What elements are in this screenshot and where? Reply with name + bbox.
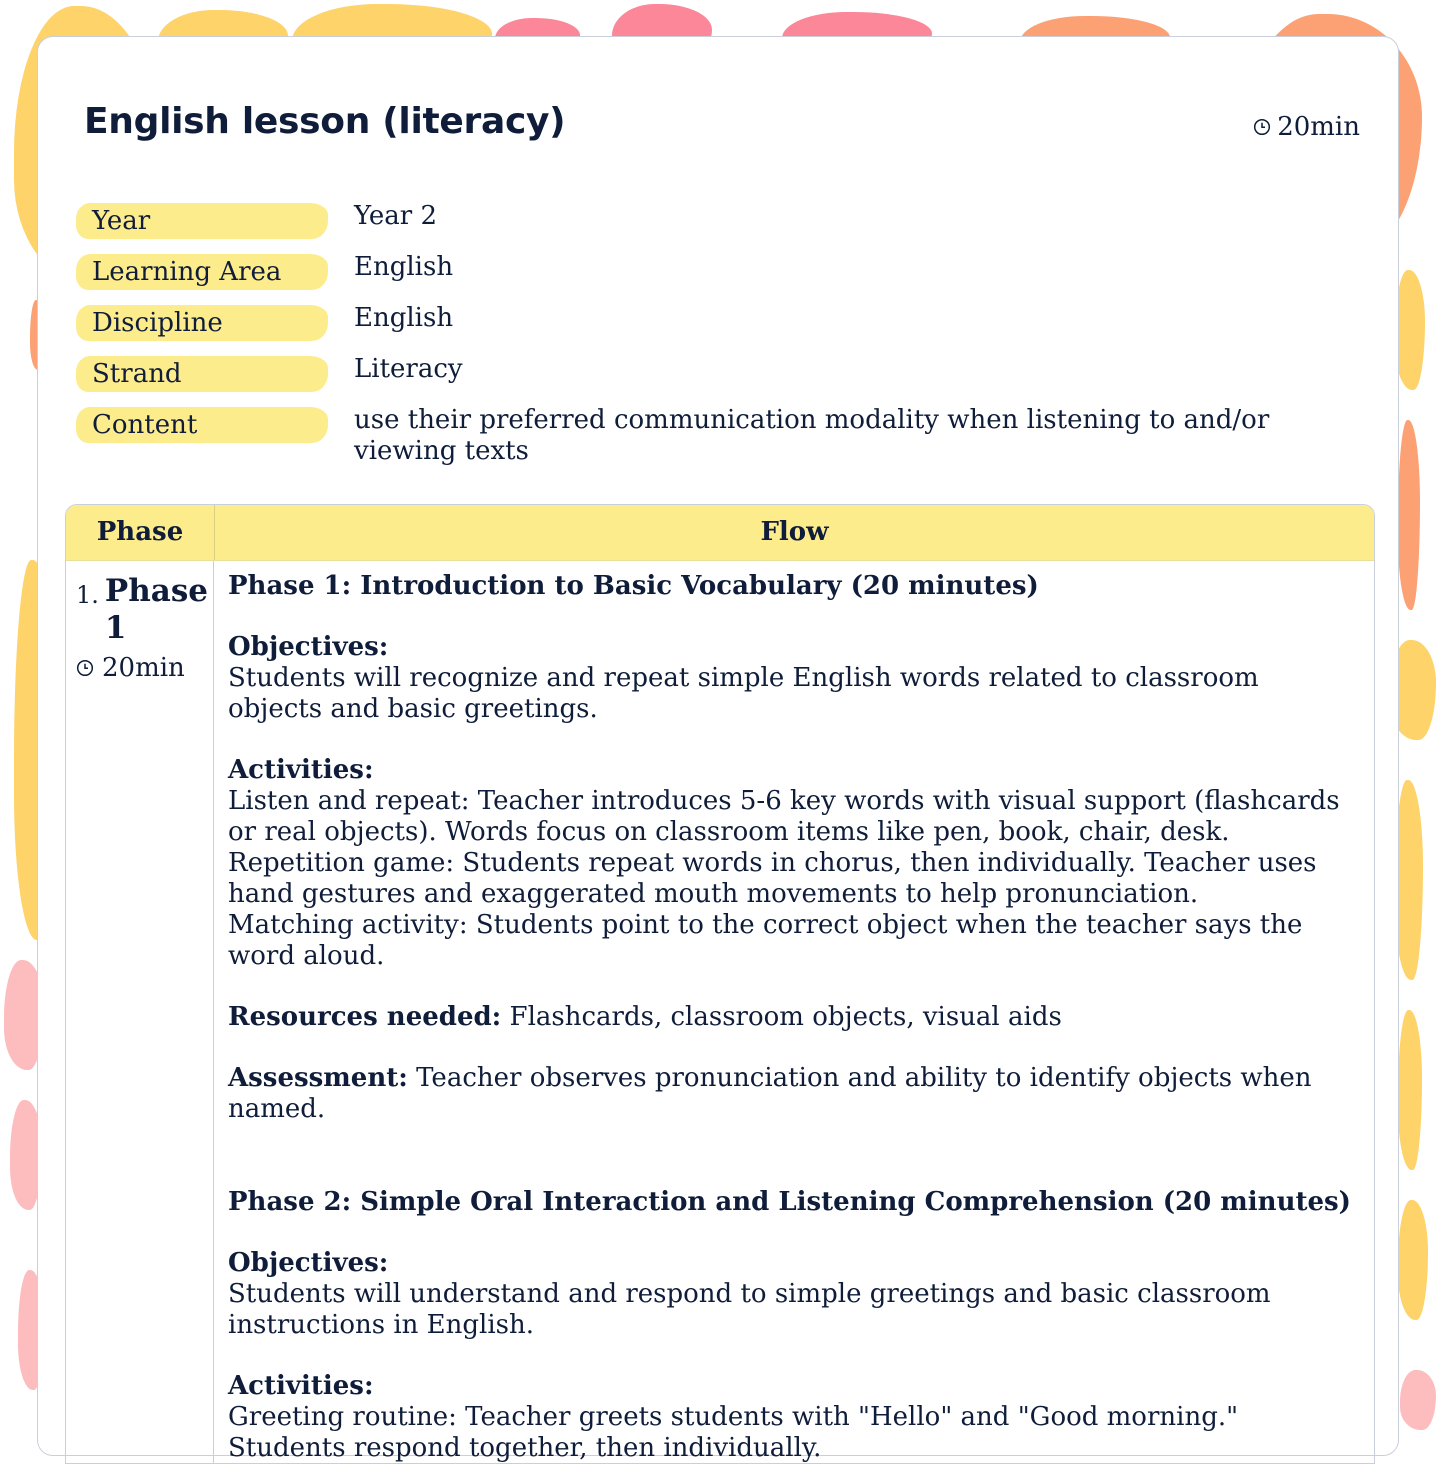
meta-row-learning-area bbox=[76, 252, 1366, 290]
meta-value: Year 2 bbox=[354, 201, 438, 231]
flow-cell bbox=[214, 561, 1374, 1464]
activity-text: Repetition game: Students repeat words in chorus, then individually. Teacher uses hand gestures and exaggerated mouth movements to help pronunciation. bbox=[228, 848, 1317, 909]
activity-text: Listen and repeat: Teacher introduces 5-6 key words with visual support (flashcards or real objects). Words focus on classroom items like pen, book, chair, desk. bbox=[228, 786, 1340, 847]
lesson-card bbox=[37, 36, 1399, 1463]
phase-2-heading: Phase 2: Simple Oral Interaction and Listening Comprehension (20 minutes) bbox=[228, 1187, 1351, 1217]
clock-icon bbox=[76, 659, 94, 677]
meta-value: English bbox=[354, 252, 454, 282]
meta-row-year bbox=[76, 201, 1366, 239]
resources-label: Resources needed: bbox=[228, 1002, 502, 1032]
meta-value: use their preferred communication modality when listening to and/or viewing texts bbox=[354, 405, 1270, 466]
meta-value: Literacy bbox=[354, 354, 463, 384]
column-header-phase: Phase bbox=[66, 505, 215, 560]
table-row bbox=[66, 561, 1374, 1464]
objectives-text: Students will understand and respond to simple greetings and basic classroom instructions in English. bbox=[228, 1279, 1271, 1340]
assessment-label: Assessment: bbox=[228, 1063, 408, 1093]
meta-label: Learning Area bbox=[76, 254, 328, 290]
activities-label: Activities: bbox=[228, 755, 374, 785]
meta-value: English bbox=[354, 303, 454, 333]
lesson-metadata bbox=[76, 201, 1366, 480]
phase-number: 1. bbox=[76, 581, 99, 609]
lesson-duration bbox=[1253, 112, 1360, 142]
meta-row-content bbox=[76, 405, 1366, 467]
phase-name: Phase 1 bbox=[104, 573, 209, 646]
objectives-label: Objectives: bbox=[228, 1248, 389, 1278]
activity-text: Matching activity: Students point to the correct object when the teacher says the word aloud. bbox=[228, 910, 1303, 971]
objectives-label: Objectives: bbox=[228, 632, 389, 662]
activity-text: Greeting routine: Teacher greets students with "Hello" and "Good morning." Students respond together, then individually. bbox=[228, 1402, 1239, 1463]
phase-duration bbox=[76, 653, 213, 683]
phase-flow-table bbox=[65, 504, 1375, 1464]
resources-line bbox=[228, 1002, 1360, 1033]
assessment-text: Teacher observes pronunciation and ability to identify objects when named. bbox=[228, 1063, 1312, 1124]
objectives-text: Students will recognize and repeat simple English words related to classroom objects and basic greetings. bbox=[228, 663, 1259, 724]
phase-1-heading: Phase 1: Introduction to Basic Vocabulary (20 minutes) bbox=[228, 571, 1039, 601]
lesson-duration-text: 20min bbox=[1277, 112, 1360, 142]
meta-label: Year bbox=[76, 203, 328, 239]
activities-label: Activities: bbox=[228, 1371, 374, 1401]
meta-row-discipline bbox=[76, 303, 1366, 341]
meta-label: Discipline bbox=[76, 305, 328, 341]
meta-label: Strand bbox=[76, 356, 328, 392]
table-header bbox=[66, 505, 1374, 561]
phase-duration-text: 20min bbox=[102, 653, 185, 683]
phase-list-item bbox=[76, 573, 213, 647]
lesson-title: English lesson (literacy) bbox=[84, 101, 566, 142]
phase-cell bbox=[66, 561, 214, 1464]
resources-text: Flashcards, classroom objects, visual aids bbox=[509, 1002, 1062, 1032]
column-header-flow: Flow bbox=[760, 517, 829, 547]
meta-label: Content bbox=[76, 407, 328, 443]
meta-row-strand bbox=[76, 354, 1366, 392]
clock-icon bbox=[1253, 118, 1271, 136]
assessment-line bbox=[228, 1063, 1360, 1125]
